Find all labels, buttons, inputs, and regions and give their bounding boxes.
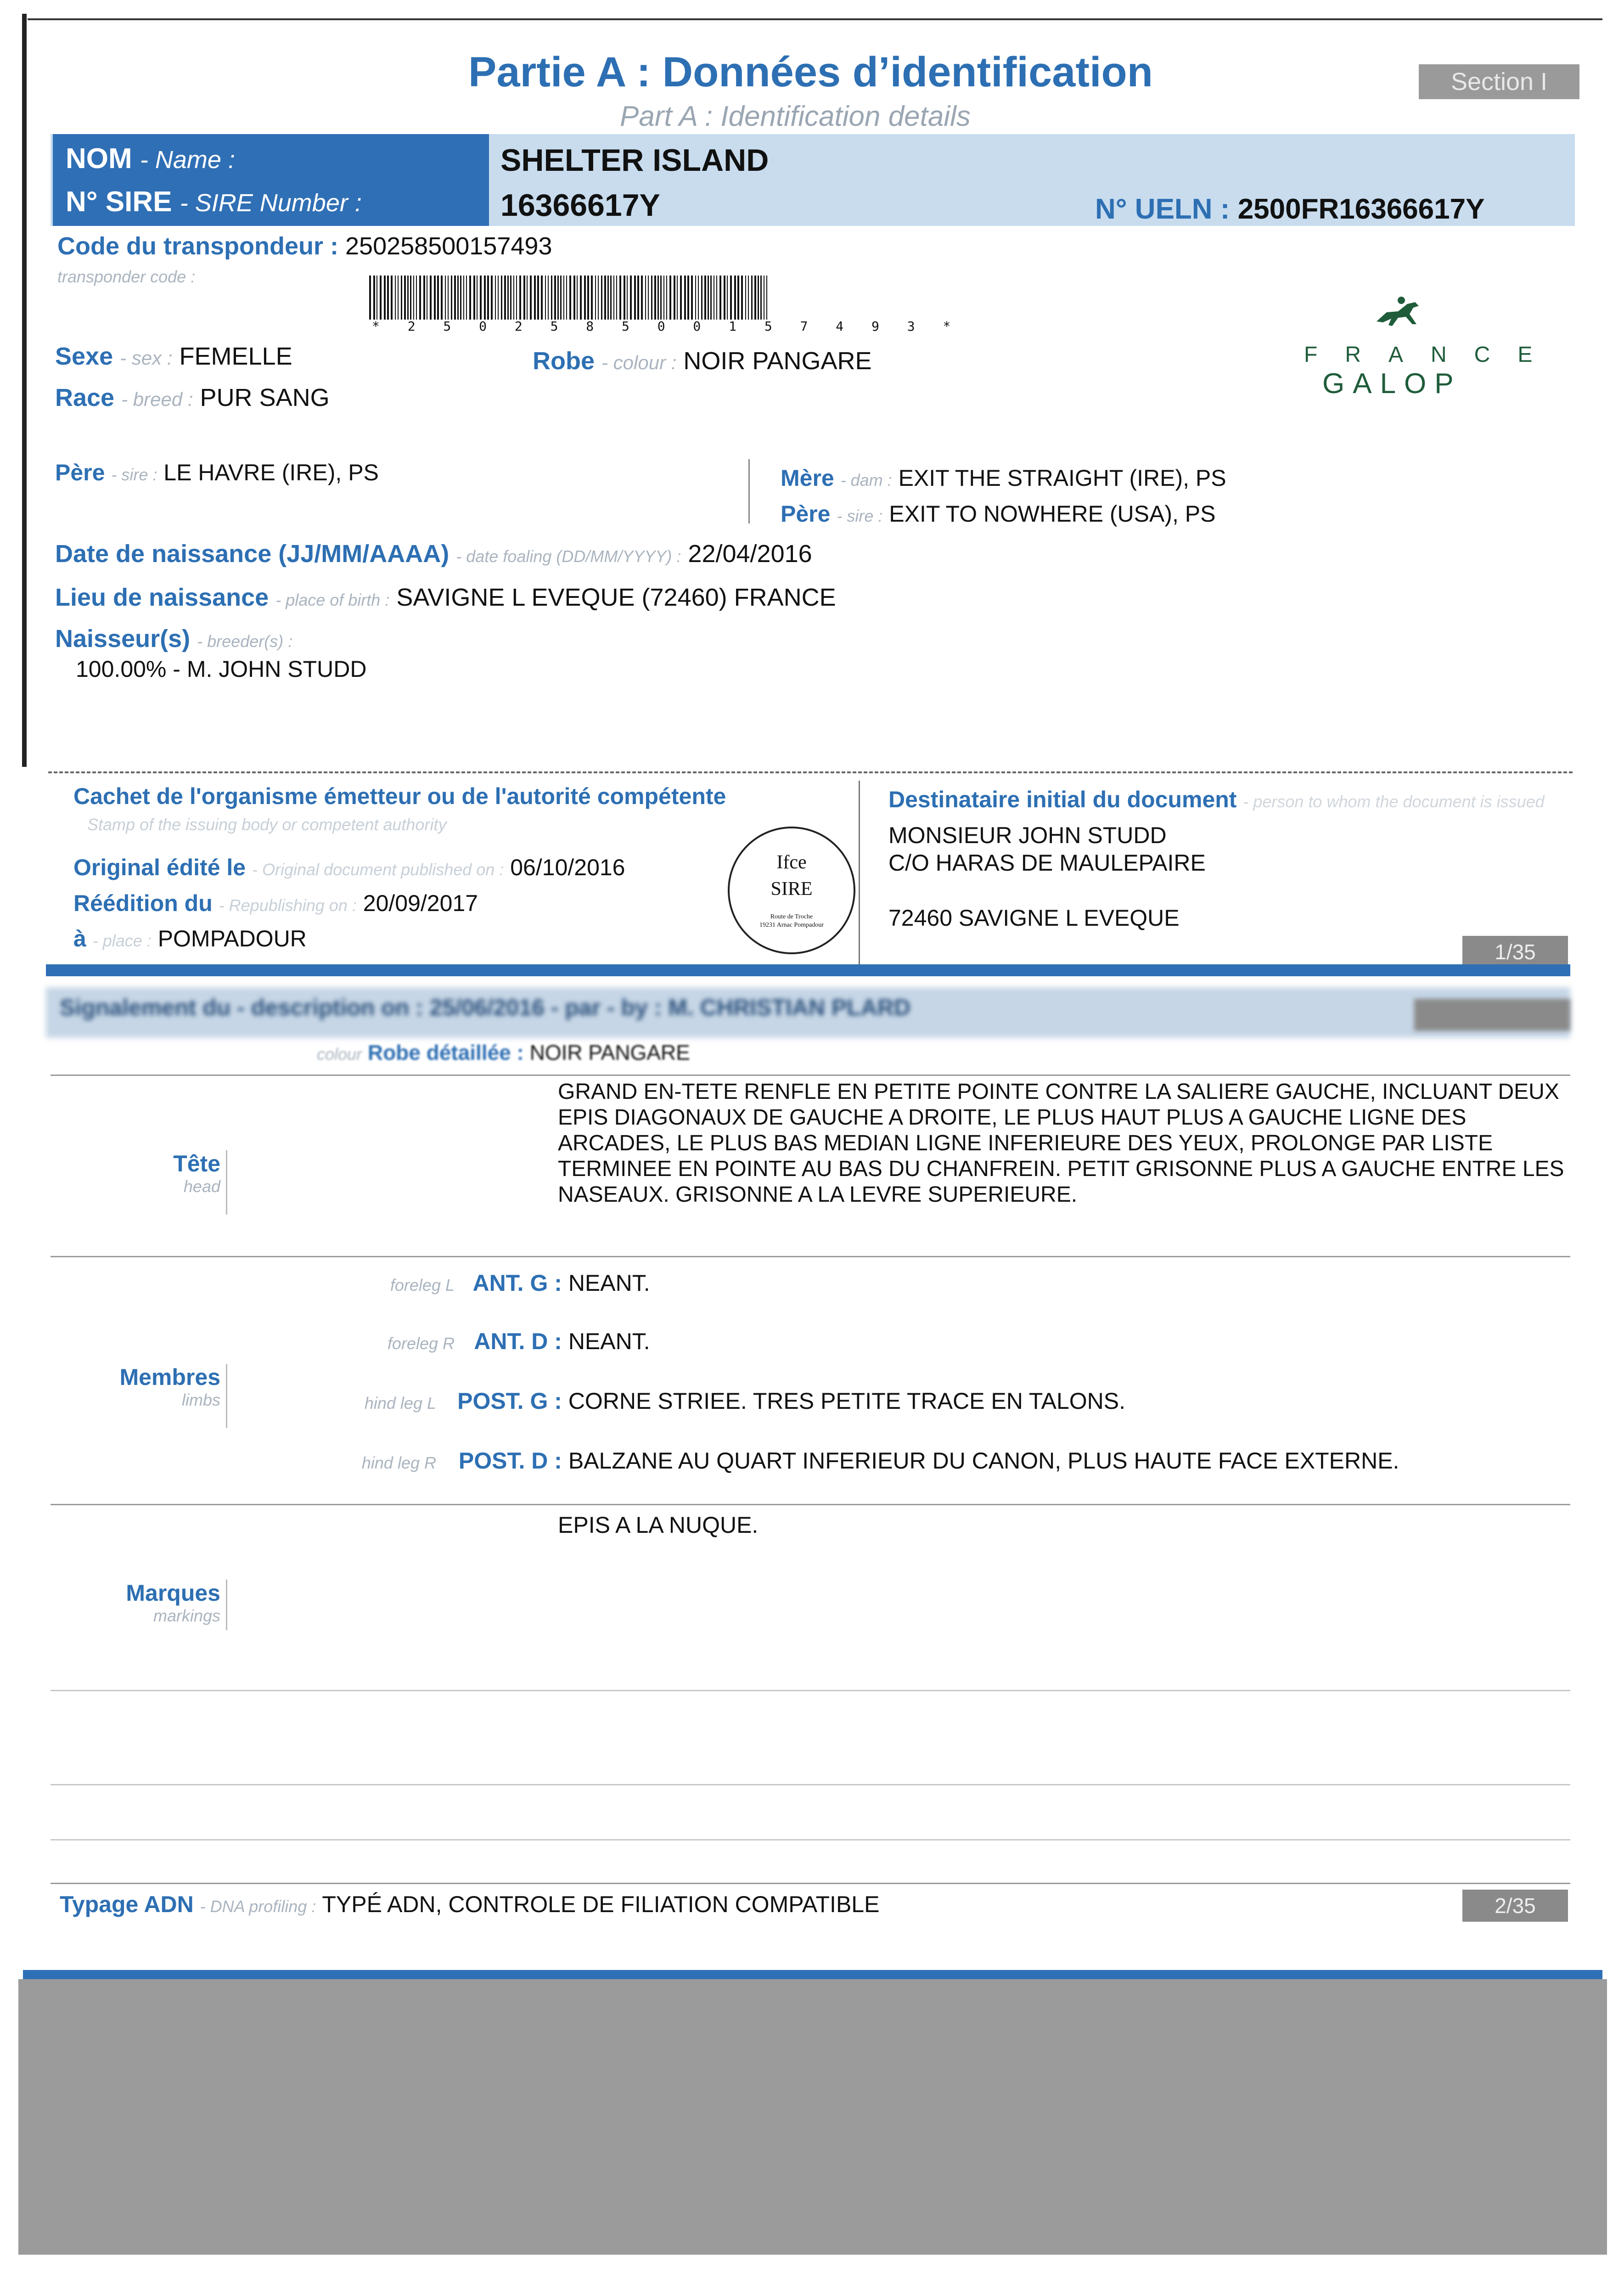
rule-before-dna bbox=[51, 1883, 1570, 1884]
recipient-line1: MONSIEUR JOHN STUDD bbox=[888, 822, 1167, 848]
original-date-field: Original édité le - Original document published on : 06/10/2016 bbox=[73, 855, 625, 880]
blank-line-2 bbox=[51, 1784, 1570, 1785]
markings-label-en: markings bbox=[153, 1606, 220, 1625]
recipient-title: Destinataire initial du document - person to whom the document is issued bbox=[888, 787, 1545, 812]
blank-line-3 bbox=[51, 1839, 1570, 1840]
head-divider bbox=[226, 1150, 227, 1215]
transponder-field: Code du transpondeur : 250258500157493 bbox=[57, 232, 552, 260]
recipient-line3: 72460 SAVIGNE L EVEQUE bbox=[888, 905, 1180, 931]
birth-place-field: Lieu de naissance - place of birth : SAVIGNE L EVEQUE (72460) FRANCE bbox=[55, 584, 836, 611]
markings-divider bbox=[226, 1580, 227, 1630]
dna-field: Typage ADN - DNA profiling : TYPÉ ADN, CONTROLE DE FILIATION COMPATIBLE bbox=[60, 1891, 880, 1917]
horse-jockey-icon bbox=[1373, 294, 1423, 331]
issuer-title-en: Stamp of the issuing body or competent authority bbox=[87, 815, 447, 834]
barcode-digits: * 2 5 0 2 5 8 5 0 0 1 5 7 4 9 3 * bbox=[372, 319, 961, 334]
page-subtitle: Part A : Identification details bbox=[620, 101, 971, 132]
limbs-label: Membres bbox=[119, 1364, 220, 1390]
head-label-block bbox=[138, 1150, 220, 1196]
detailed-colour-field: colour Robe détaillée : NOIR PANGARE bbox=[317, 1041, 690, 1064]
scan-left-edge bbox=[22, 14, 27, 767]
leg-row-hindleg-left: hind leg L POST. G : CORNE STRIEE. TRES PETITE TRACE EN TALONS. bbox=[364, 1388, 1126, 1414]
issuer-title: Cachet de l'organisme émetteur ou de l'autorité compétente bbox=[73, 783, 726, 809]
dam-field: Mère - dam : EXIT THE STRAIGHT (IRE), PS bbox=[781, 465, 1226, 491]
scan-grey-area bbox=[18, 1979, 1607, 2255]
limbs-divider bbox=[226, 1364, 227, 1428]
transponder-barcode bbox=[367, 276, 804, 320]
logo-galop: GALOP bbox=[1322, 368, 1462, 400]
breeder-label: Naisseur(s) - breeder(s) : bbox=[55, 625, 293, 653]
page-break-rule bbox=[46, 964, 1570, 976]
sire-label: N° SIRE - SIRE Number : bbox=[66, 186, 362, 218]
leg-row-foreleg-right: foreleg R ANT. D : NEANT. bbox=[387, 1328, 650, 1354]
rule-after-head bbox=[51, 1256, 1570, 1257]
sire-value: 16366617Y bbox=[500, 188, 660, 223]
logo-france: FRANCE bbox=[1304, 343, 1560, 367]
recipient-line2: C/O HARAS DE MAULEPAIRE bbox=[888, 850, 1206, 876]
leg-row-foreleg-left: foreleg L ANT. G : NEANT. bbox=[390, 1270, 650, 1296]
ueln-field: N° UELN : 2500FR16366617Y bbox=[1095, 193, 1485, 225]
reissue-date-field: Réédition du - Republishing on : 20/09/2017 bbox=[73, 890, 478, 916]
dashed-separator bbox=[48, 771, 1573, 773]
section-badge: Section I bbox=[1419, 64, 1579, 99]
sire-field: Père - sire : LE HAVRE (IRE), PS bbox=[55, 460, 379, 485]
limbs-label-en: limbs bbox=[181, 1390, 220, 1409]
issuer-divider bbox=[859, 781, 860, 964]
head-label-en: head bbox=[183, 1177, 220, 1196]
description-header: Signalement du - description on : 25/06/2016 - par - by : M. CHRISTIAN PLARD bbox=[60, 995, 911, 1020]
rule-after-colour bbox=[51, 1075, 1570, 1076]
page-title: Partie A : Données d’identification bbox=[468, 49, 1153, 96]
markings-label-block bbox=[92, 1580, 220, 1626]
scan-top-edge bbox=[28, 18, 1602, 20]
markings-text: EPIS A LA NUQUE. bbox=[558, 1512, 759, 1538]
ifce-sire-stamp: Ifce SIRE Route de Troche 19231 Arnac Pompadour bbox=[728, 827, 855, 954]
leg-row-hindleg-right: hind leg R POST. D : BALZANE AU QUART INFERIEUR DU CANON, PLUS HAUTE FACE EXTERNE. bbox=[361, 1448, 1399, 1474]
breed-field: Race - breed : PUR SANG bbox=[55, 384, 330, 411]
identity-label-block bbox=[53, 134, 489, 226]
name-label: NOM - Name : bbox=[66, 143, 235, 174]
transponder-label-en: transponder code : bbox=[57, 267, 196, 286]
page-number-2: 2/35 bbox=[1462, 1890, 1568, 1922]
head-label: Tête bbox=[173, 1151, 220, 1176]
issue-place-field: à - place : POMPADOUR bbox=[73, 926, 307, 951]
markings-label: Marques bbox=[126, 1580, 220, 1606]
breeder-value: 100.00% - M. JOHN STUDD bbox=[76, 656, 367, 682]
name-value: SHELTER ISLAND bbox=[500, 143, 769, 178]
blank-line-1 bbox=[51, 1690, 1570, 1691]
damsire-field: Père - sire : EXIT TO NOWHERE (USA), PS bbox=[781, 501, 1216, 527]
section-badge-blurred bbox=[1414, 999, 1570, 1031]
pedigree-divider bbox=[748, 459, 750, 523]
rule-after-limbs bbox=[51, 1504, 1570, 1505]
birth-date-field: Date de naissance (JJ/MM/AAAA) - date foaling (DD/MM/YYYY) : 22/04/2016 bbox=[55, 540, 812, 568]
page-number-1: 1/35 bbox=[1462, 936, 1568, 968]
head-description: GRAND EN-TETE RENFLE EN PETITE POINTE CONTRE LA SALIERE GAUCHE, INCLUANT DEUX EPIS DIAGONAUX DE GAUCHE A DROITE, LE PLUS HAUT PLUS A GAUCHE LIGNE DES ARCADES, LE PLUS BAS MEDIAN LIGNE INFERIEURE DES YEUX, PROLONGE PAR LISTE TERMINEE EN POINTE AU BAS DU CHANFREIN. PETIT GRISONNE PLUS A GAUCHE ENTRE LES NASEAUX. GRISONNE A LA LEVRE SUPERIEURE. bbox=[558, 1080, 1564, 1207]
colour-field: Robe - colour : NOIR PANGARE bbox=[533, 347, 872, 375]
sex-field: Sexe - sex : FEMELLE bbox=[55, 343, 292, 370]
limbs-label-block bbox=[92, 1364, 220, 1410]
